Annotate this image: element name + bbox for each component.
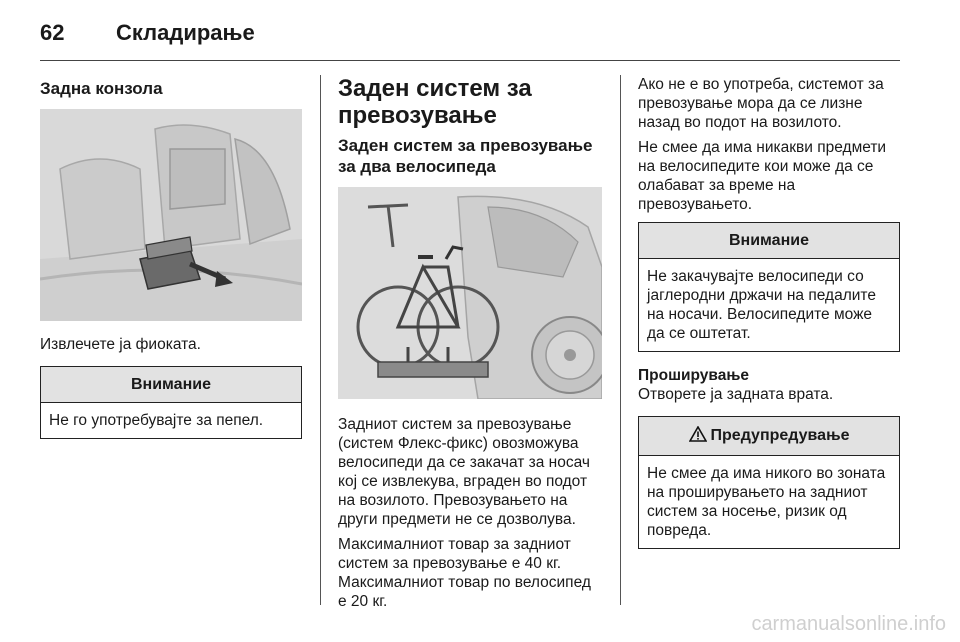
drawer-caption: Извлечете ја фиоката.	[40, 336, 201, 353]
warning-title	[639, 417, 899, 456]
notice-title: Внимание	[41, 367, 301, 403]
warning-box-extension	[638, 416, 900, 549]
notice-title: Внимание	[639, 223, 899, 259]
column-rear-console	[40, 75, 302, 439]
header-divider	[40, 60, 900, 61]
column-rear-carrier	[338, 75, 602, 617]
page-number: 62	[40, 20, 65, 45]
notice-box-carbon-pedals	[638, 222, 900, 352]
warning-body: Не смее да има никого во зоната на проширувањето на задниот систем за носење, ризик од повреда.	[647, 465, 886, 539]
warning-triangle-icon	[689, 426, 707, 447]
illustration-drawer	[40, 109, 302, 321]
watermark: carmanualsonline.info	[751, 613, 946, 635]
notice-body: Не закачувајте велосипеди со јаглеродни држачи на педалите на носачи. Велосипедите може да се оштетат.	[647, 268, 876, 342]
carrier-load-limits: Максималниот товар за задниот систем за превозување е 40 кг. Максималниот товар по велосипед е 20 кг.	[338, 536, 591, 610]
extension-instruction: Отворете ја задната врата.	[638, 386, 834, 403]
column-divider-1	[320, 75, 321, 605]
illustration-bike-carrier	[338, 187, 602, 399]
notice-body: Не го употребувајте за пепел.	[49, 412, 264, 429]
section-heading-extension: Проширување	[638, 367, 750, 384]
carrier-stow-text: Ако не е во употреба, системот за превозување мора да се лизне назад во подот на возилото.	[638, 76, 884, 131]
subheading-two-bicycles: Заден систем за превозување за два велосипеда	[338, 136, 593, 176]
notice-box-ash	[40, 366, 302, 439]
carrier-loose-items-text: Не смее да има никакви предмети на велосипедите кои може да се олабават за време на превозувањето.	[638, 139, 887, 213]
carrier-description: Задниот систем за превозување (систем Флекс-фикс) овозможува велосипеди да се закачат за носач кој се извлекува, вграден во подот на возилото. Превозувањето на други предмети не се дозволува.	[338, 416, 590, 528]
column-divider-2	[620, 75, 621, 605]
section-heading-rear-console: Задна конзола	[40, 79, 163, 98]
page-header	[40, 20, 900, 50]
column-carrier-usage	[638, 75, 900, 549]
chapter-title: Складирање	[116, 20, 255, 45]
warning-title-text: Предупредување	[710, 427, 850, 444]
section-heading-rear-carrier: Заден систем за превозување	[338, 75, 532, 129]
